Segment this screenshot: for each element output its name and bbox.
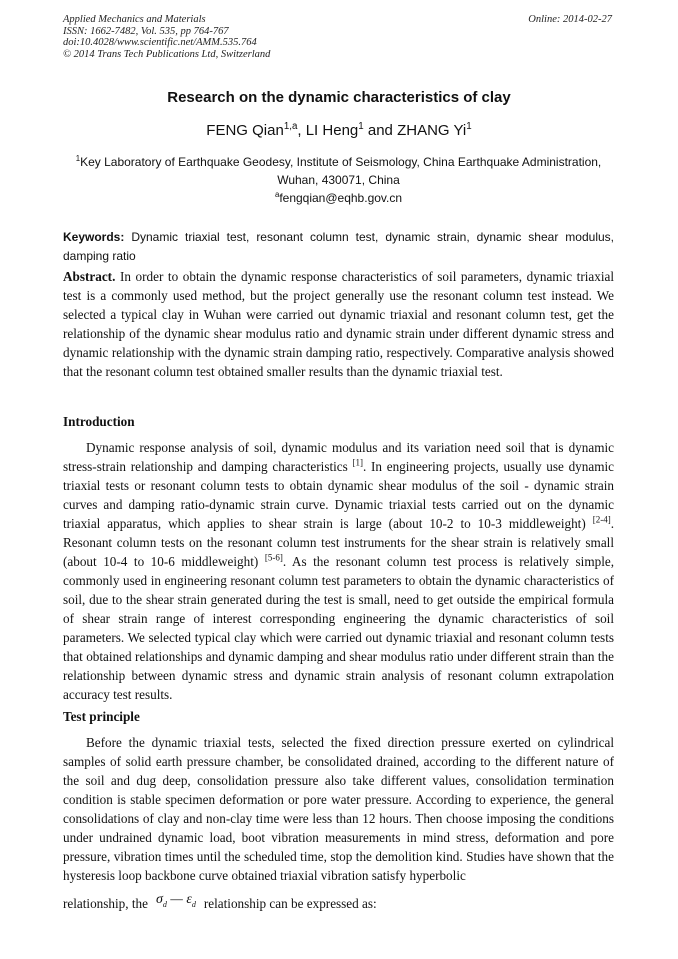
email-text[interactable]: fengqian@eqhb.gov.cn	[279, 191, 403, 205]
affiliation	[63, 153, 614, 207]
author-name: ZHANG Yi	[397, 122, 467, 139]
abstract	[63, 267, 614, 381]
intro-text: . Resonant column tests on the resonant column test instruments for the shear strain is relatively small (about 10-4 to 10-6 middleweight)	[63, 516, 614, 569]
section-heading-test-principle: Test principle	[63, 709, 140, 724]
author-name: FENG Qian	[206, 122, 284, 139]
abstract-label: Abstract.	[63, 269, 116, 284]
email-sup: a	[274, 190, 280, 199]
author-name: LI Heng	[305, 122, 359, 139]
formula-lead-text: relationship, the	[63, 896, 148, 911]
keywords-text: Dynamic triaxial test, resonant column test, dynamic strain, dynamic shear modulus, damping ratio	[63, 230, 614, 263]
journal-header	[63, 14, 270, 60]
subscript-d: d	[191, 899, 196, 909]
formula-trail-text: relationship can be expressed as:	[203, 896, 377, 911]
copyright-line: © 2014 Trans Tech Publications Ltd, Switzerland	[63, 48, 271, 60]
citation-ref[interactable]: [2-4]	[592, 514, 611, 525]
online-date: Online: 2014-02-27	[528, 14, 612, 25]
section-heading-introduction: Introduction	[63, 414, 135, 429]
issn-line: ISSN: 1662-7482, Vol. 535, pp 764-767	[63, 25, 229, 37]
formula-dash: —	[166, 892, 187, 907]
journal-name: Applied Mechanics and Materials	[63, 14, 206, 25]
author-separator: ,	[297, 122, 306, 139]
keywords-label: Keywords:	[63, 230, 125, 244]
author-email	[63, 189, 614, 207]
abstract-text: In order to obtain the dynamic response characteristics of soil parameters, dynamic triaxial test is a commonly used method, but the project generally use the resonant column test instead. We selected a typical clay in Wuhan were carried out dynamic triaxial and resonant column test, get the relationship of the dynamic shear modulus ratio and dynamic strain under different dynamic stress and dynamic relationship with the dynamic strain damping ratio, respectively. Comparative analysis showed that the resonant column test obtained smaller results than the dynamic triaxial test.	[63, 269, 614, 379]
citation-ref[interactable]: [1]	[352, 457, 363, 468]
test-principle-paragraph	[63, 733, 614, 919]
subscript-d: d	[162, 899, 167, 909]
citation-ref[interactable]: [5-6]	[264, 552, 283, 563]
intro-text: . In engineering projects, usually use dynamic triaxial tests or resonant column tests to obtain dynamic shear modulus of the soil - dynamic strain curves and damping ratio-dynamic strain curve. Dynamic triaxial tests carried out on the dynamic triaxial apparatus, which applies to shear strain is large (about 10-2 to 10-3 middleweight)	[63, 459, 614, 531]
affiliation-text: Key Laboratory of Earthquake Geodesy, Institute of Seismology, China Earthquake Administration,	[80, 155, 602, 169]
affiliation-line-2: Wuhan, 430071, China	[277, 173, 400, 187]
paper-title: Research on the dynamic characteristics of clay	[167, 89, 511, 106]
author-affil-sup: 1	[358, 121, 364, 132]
affiliation-line-1	[63, 153, 614, 171]
sigma-symbol: σ	[155, 892, 163, 907]
author-list	[0, 122, 678, 139]
epsilon-symbol: ε	[186, 892, 192, 907]
introduction-paragraph	[63, 438, 614, 704]
intro-text: Dynamic response analysis of soil, dynamic modulus and its variation need soil that is dynamic stress-strain relationship and damping characteristics	[63, 440, 614, 474]
doi-line: doi:10.4028/www.scientific.net/AMM.535.764	[63, 37, 257, 48]
test-principle-text: Before the dynamic triaxial tests, selected the fixed direction pressure exerted on cylindrical samples of solid earth pressure chamber, be consolidated drained, according to the different nature of the soil and dug deep, consolidation pressure also take different values, consolidation termination condition is stable specimen deformation or pore water pressure. According to experience, the general consolidations of clay and non-clay time were less than 12 hours. Then choose imposing the conditions under undrained dynamic load, boot vibration measurements in mind stress, deformation and pore pressure, vibration times until the scheduled time, stop the demolition kind. Studies have shown that the hysteresis loop backbone curve obtained triaxial vibration satisfy hyperbolic	[63, 735, 614, 883]
author-affil-sup: 1	[466, 121, 472, 132]
keywords	[63, 228, 614, 265]
intro-text: . As the resonant column test process is relatively simple, commonly used in engineering resonant column test parameters to obtain the dynamic characteristics of soil, due to the shear strain generated during the test is small, need to get outside the empirical formula of shear strain range of interest corresponding engineering the dynamic characteristics of soil parameters. We selected typical clay which were carried out dynamic triaxial and resonant column tests that obtained relationships and dynamic damping and shear modulus ratio under different strain than the relationship between dynamic stress and dynamic strain analysis of resonant column extrapolation accuracy test results.	[63, 554, 615, 702]
sigma-epsilon-formula	[156, 892, 196, 907]
author-affil-sup: 1,a	[283, 121, 298, 132]
affiliation-sup: 1	[75, 154, 81, 163]
formula-line	[63, 894, 614, 919]
author-separator: and	[363, 122, 398, 139]
